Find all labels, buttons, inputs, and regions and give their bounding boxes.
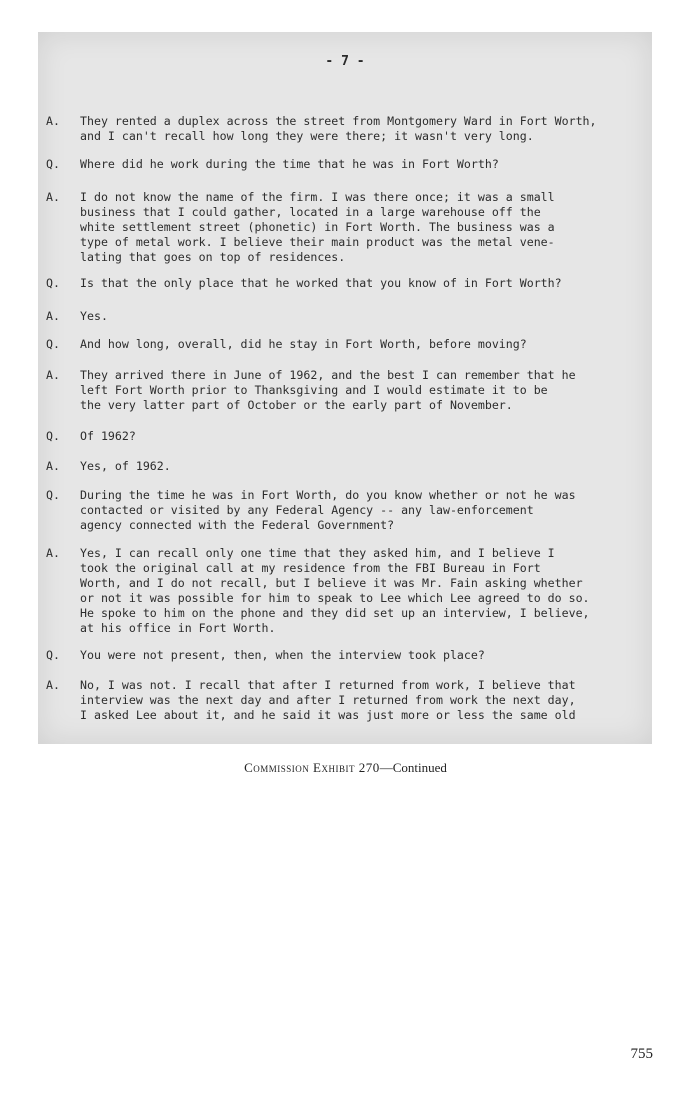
qa-entry xyxy=(46,157,642,172)
speaker-tag: Q. xyxy=(46,429,60,443)
entry-text: Yes. xyxy=(80,309,108,323)
page-marker: - 7 - xyxy=(325,54,365,69)
entry-text: Of 1962? xyxy=(80,429,136,443)
entry-text: I do not know the name of the firm. I was there once; it was a small business that I could gather, located in a large warehouse off the white settlement street (phonetic) in Fort Worth. The business was a type of metal work. I believe their main product was the metal vene- lating that goes on top of residences. xyxy=(80,190,555,264)
entry-text: Yes, of 1962. xyxy=(80,459,171,473)
entry-text: No, I was not. I recall that after I returned from work, I believe that interview was the next day and after I returned from work the next day, I asked Lee about it, and he said it was just more or less the same old xyxy=(80,678,576,722)
entry-text: They arrived there in June of 1962, and the best I can remember that he left Fort Worth prior to Thanksgiving and I would estimate it to be the very latter part of October or the early part of November. xyxy=(80,368,576,412)
qa-entry xyxy=(46,648,642,663)
entry-text: They rented a duplex across the street from Montgomery Ward in Fort Worth, and I can't recall how long they were there; it wasn't very long. xyxy=(80,114,597,143)
exhibit-suffix: —Continued xyxy=(379,760,447,775)
qa-entry xyxy=(46,546,642,636)
speaker-tag: A. xyxy=(46,546,60,560)
qa-entry xyxy=(46,488,642,533)
entry-text: And how long, overall, did he stay in Fort Worth, before moving? xyxy=(80,337,527,351)
qa-entry xyxy=(46,114,642,144)
exhibit-caption xyxy=(0,760,691,776)
exhibit-label: Commission Exhibit 270 xyxy=(244,760,380,775)
qa-entry xyxy=(46,429,642,444)
speaker-tag: Q. xyxy=(46,337,60,351)
qa-entry xyxy=(46,276,642,291)
speaker-tag: A. xyxy=(46,368,60,382)
speaker-tag: Q. xyxy=(46,488,60,502)
qa-entry xyxy=(46,309,642,324)
qa-entry xyxy=(46,190,642,265)
qa-entry xyxy=(46,459,642,474)
speaker-tag: A. xyxy=(46,459,60,473)
qa-entry xyxy=(46,678,642,723)
scanned-page xyxy=(38,32,652,744)
speaker-tag: Q. xyxy=(46,157,60,171)
page-number: 755 xyxy=(630,1046,653,1062)
entry-text: You were not present, then, when the interview took place? xyxy=(80,648,485,662)
speaker-tag: Q. xyxy=(46,648,60,662)
speaker-tag: A. xyxy=(46,678,60,692)
entry-text: During the time he was in Fort Worth, do you know whether or not he was contacted or visited by any Federal Agency -- any law-enforcement agency connected with the Federal Government? xyxy=(80,488,576,532)
speaker-tag: A. xyxy=(46,309,60,323)
entry-text: Is that the only place that he worked that you know of in Fort Worth? xyxy=(80,276,562,290)
speaker-tag: Q. xyxy=(46,276,60,290)
qa-entry xyxy=(46,368,642,413)
qa-entry xyxy=(46,337,642,352)
entry-text: Where did he work during the time that he was in Fort Worth? xyxy=(80,157,499,171)
speaker-tag: A. xyxy=(46,114,60,128)
speaker-tag: A. xyxy=(46,190,60,204)
entry-text: Yes, I can recall only one time that they asked him, and I believe I took the original call at my residence from the FBI Bureau in Fort Worth, and I do not recall, but I believe it was Mr. Fain asking whether or not it was possible for him to speak to Lee which Lee agreed to do so. He spoke to him on the phone and they did set up an interview, I believe, at his office in Fort Worth. xyxy=(80,546,590,635)
